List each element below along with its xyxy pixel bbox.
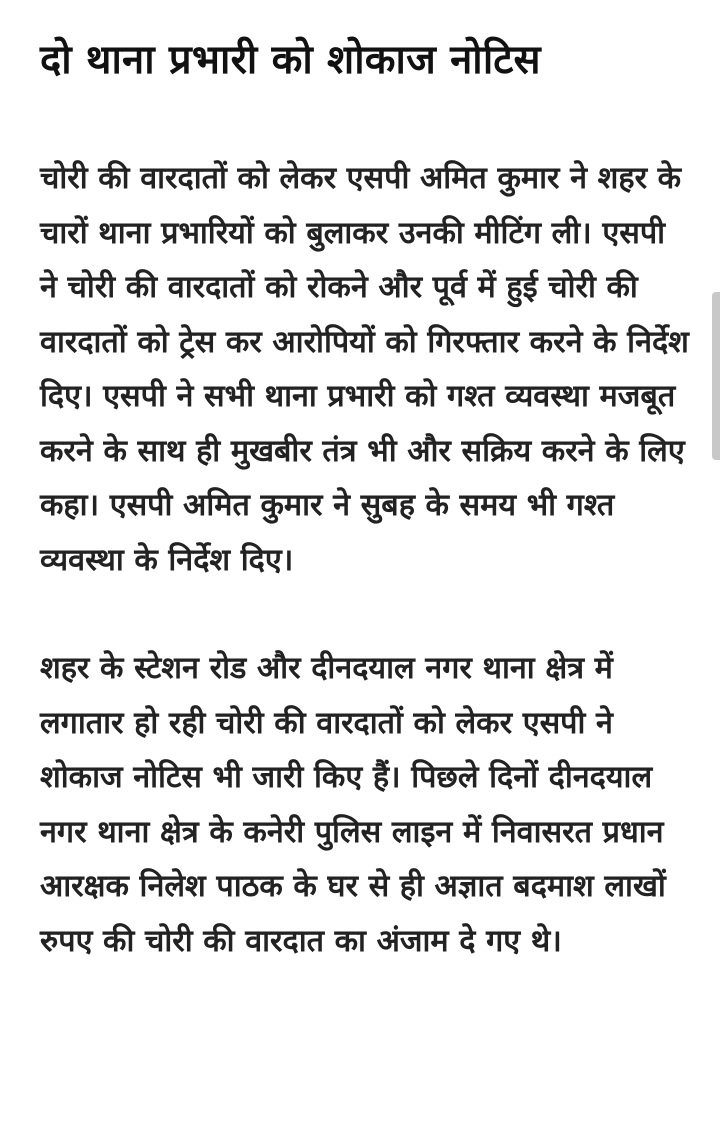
scrollbar-thumb[interactable]	[712, 292, 720, 460]
article-paragraph-1: चोरी की वारदातों को लेकर एसपी अमित कुमार ने शहर के चारों थाना प्रभारियों को बुलाकर उनकी मीटिंग ली। एसपी ने चोरी की वारदातों को रोकने और पूर्व में हुई चोरी की वारदातों को ट्रेस कर आरोपियों को गिरफ्तार करने के निर्देश दिए। एसपी ने सभी थाना प्रभारी को गश्त व्यवस्था मजबूत करने के साथ ही मुखबीर तंत्र भी और सक्रिय करने के लिए कहा। एसपी अमित कुमार ने सुबह के समय भी गश्त व्यवस्था के निर्देश दिए।	[40, 161, 689, 578]
article-headline: दो थाना प्रभारी को शोकाज नोटिस	[40, 37, 541, 83]
article-body	[40, 30, 690, 969]
article-paragraph-2: शहर के स्टेशन रोड और दीनदयाल नगर थाना क्षेत्र में लगातार हो रही चोरी की वारदातों को लेकर एसपी ने शोकाज नोटिस भी जारी किए हैं। पिछले दिनों दीनदयाल नगर थाना क्षेत्र के कनेरी पुलिस लाइन में निवासरत प्रधान आरक्षक निलेश पाठक के घर से ही अज्ञात बदमाश लाखों रुपए की चोरी की वारदात का अंजाम दे गए थे।	[40, 651, 666, 959]
